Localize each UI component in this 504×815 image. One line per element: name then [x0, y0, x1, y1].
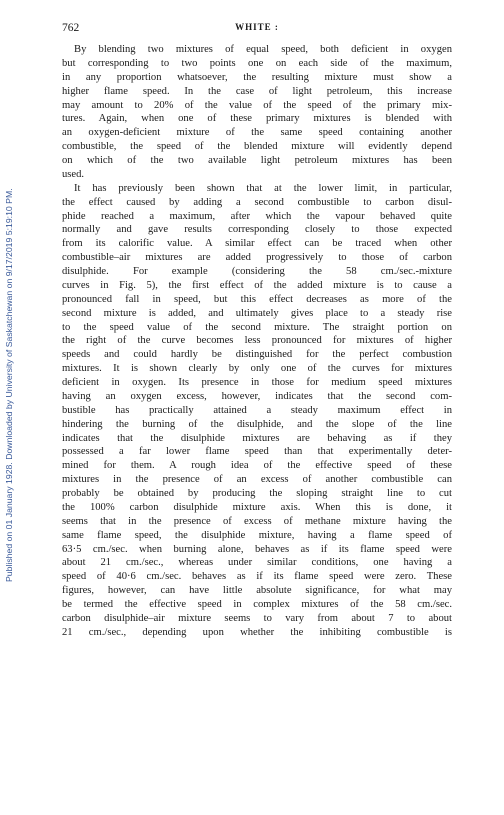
text-line: indicates that the disulphide mixtures are behaving as if they [62, 432, 452, 444]
paragraph-2 [62, 182, 452, 640]
text-line: combustible–air mixtures are added progressively to those of carbon [62, 252, 452, 264]
text-line: mixtures in the presence of an excess of another combustible can [62, 474, 452, 486]
text-line: phide reached a maximum, after which the vapour behaved quite [62, 210, 452, 222]
page-number: 762 [62, 22, 80, 34]
text-line: It has previously been shown that at the lower limit, in particular, [74, 182, 452, 194]
text-line: about 21 cm./sec., whereas under similar conditions, one having a [62, 557, 452, 569]
text-line: used. [62, 168, 85, 180]
text-line: in any proportion whatsoever, the resulting mixture must show a [62, 71, 452, 83]
text-line: By blending two mixtures of equal speed, both deficient in oxygen [74, 44, 452, 55]
text-line: be termed the effective speed in complex mixtures of the 58 cm./sec. [62, 599, 452, 610]
text-line: normally and gave results corresponding closely to those expected [62, 224, 452, 236]
text-line: tures. Again, when one of these primary mixtures is blended with [62, 113, 452, 125]
text-line: an oxygen-deficient mixture of the same speed containing another [62, 127, 452, 139]
text-line: disulphide. For example (considering the 58 cm./sec.-mixture [62, 266, 452, 277]
text-line: probably be obtained by producing the sloping straight line to cut [62, 488, 452, 499]
text-line: the 100% carbon disulphide mixture axis. When this is done, it [62, 501, 452, 513]
text-line: 21 cm./sec., depending upon whether the inhibiting combustible is [62, 626, 452, 638]
text-line: bustible has practically attained a steady maximum effect in [62, 404, 452, 416]
text-line: mined for them. A rough idea of the effective speed of these [62, 460, 452, 472]
paragraph-1 [62, 43, 452, 182]
text-line: from its calorific value. A similar effect can be traced when other [62, 238, 452, 250]
text-line: higher flame speed. In the case of light petroleum, this increase [62, 85, 452, 97]
text-line: 63·5 cm./sec. when burning alone, behaves as if its flame speed were [62, 543, 452, 555]
text-line: having an oxygen excess, however, indicates that the second com- [62, 390, 452, 402]
text-line: but corresponding to two points one on each side of the maximum, [62, 57, 452, 69]
text-line: curves in Fig. 5), the first effect of the added mixture is to cause a [62, 279, 452, 291]
text-line: speeds and could hardly be distinguished for the perfect combustion [62, 349, 452, 361]
text-line: same flame speed, the disulphide mixture, having a flame speed of [62, 529, 452, 541]
text-line: the right of the curve becomes less pronounced for mixtures of higher [62, 335, 452, 347]
text-line: may amount to 20% of the value of the speed of the primary mix- [62, 99, 452, 111]
text-line: speed of 40·6 cm./sec. behaves as if its flame speed were zero. These [62, 571, 452, 583]
text-line: to the speed value of the second mixture. The straight portion on [62, 321, 452, 333]
text-line: hindering the burning of the disulphide, and the slope of the line [62, 418, 452, 430]
text-line: the effect caused by adding a second combustible to carbon disul- [62, 196, 452, 208]
text-line: second mixture is added, and ultimately gives place to a steady rise [62, 307, 452, 319]
text-line: figures, however, can have little absolute significance, for what may [62, 585, 452, 597]
text-line: possessed a far lower flame speed than that experimentally deter- [62, 446, 452, 458]
page-header [62, 22, 452, 38]
body-text [62, 43, 452, 640]
text-line: carbon disulphide–air mixture seems to vary from about 7 to about [62, 612, 452, 624]
text-line: seems that in the presence of excess of methane mixture having the [62, 515, 452, 527]
text-line: pronounced fall in speed, but this effect decreases as more of the [62, 293, 452, 305]
download-watermark: Published on 01 January 1928. Downloaded by University of Saskatchewan on 9/17/2019 5:19:10 PM. [4, 188, 14, 582]
running-head: WHITE : [235, 22, 279, 32]
text-line: deficient in oxygen. Its presence in those for medium speed mixtures [62, 377, 452, 388]
text-line: on which of the two available light petroleum mixtures has been [62, 155, 452, 166]
text-line: combustible, the speed of the blended mixture will evidently depend [62, 141, 452, 153]
text-line: mixtures. It is shown clearly by only one of the curves for mixtures [62, 363, 452, 375]
